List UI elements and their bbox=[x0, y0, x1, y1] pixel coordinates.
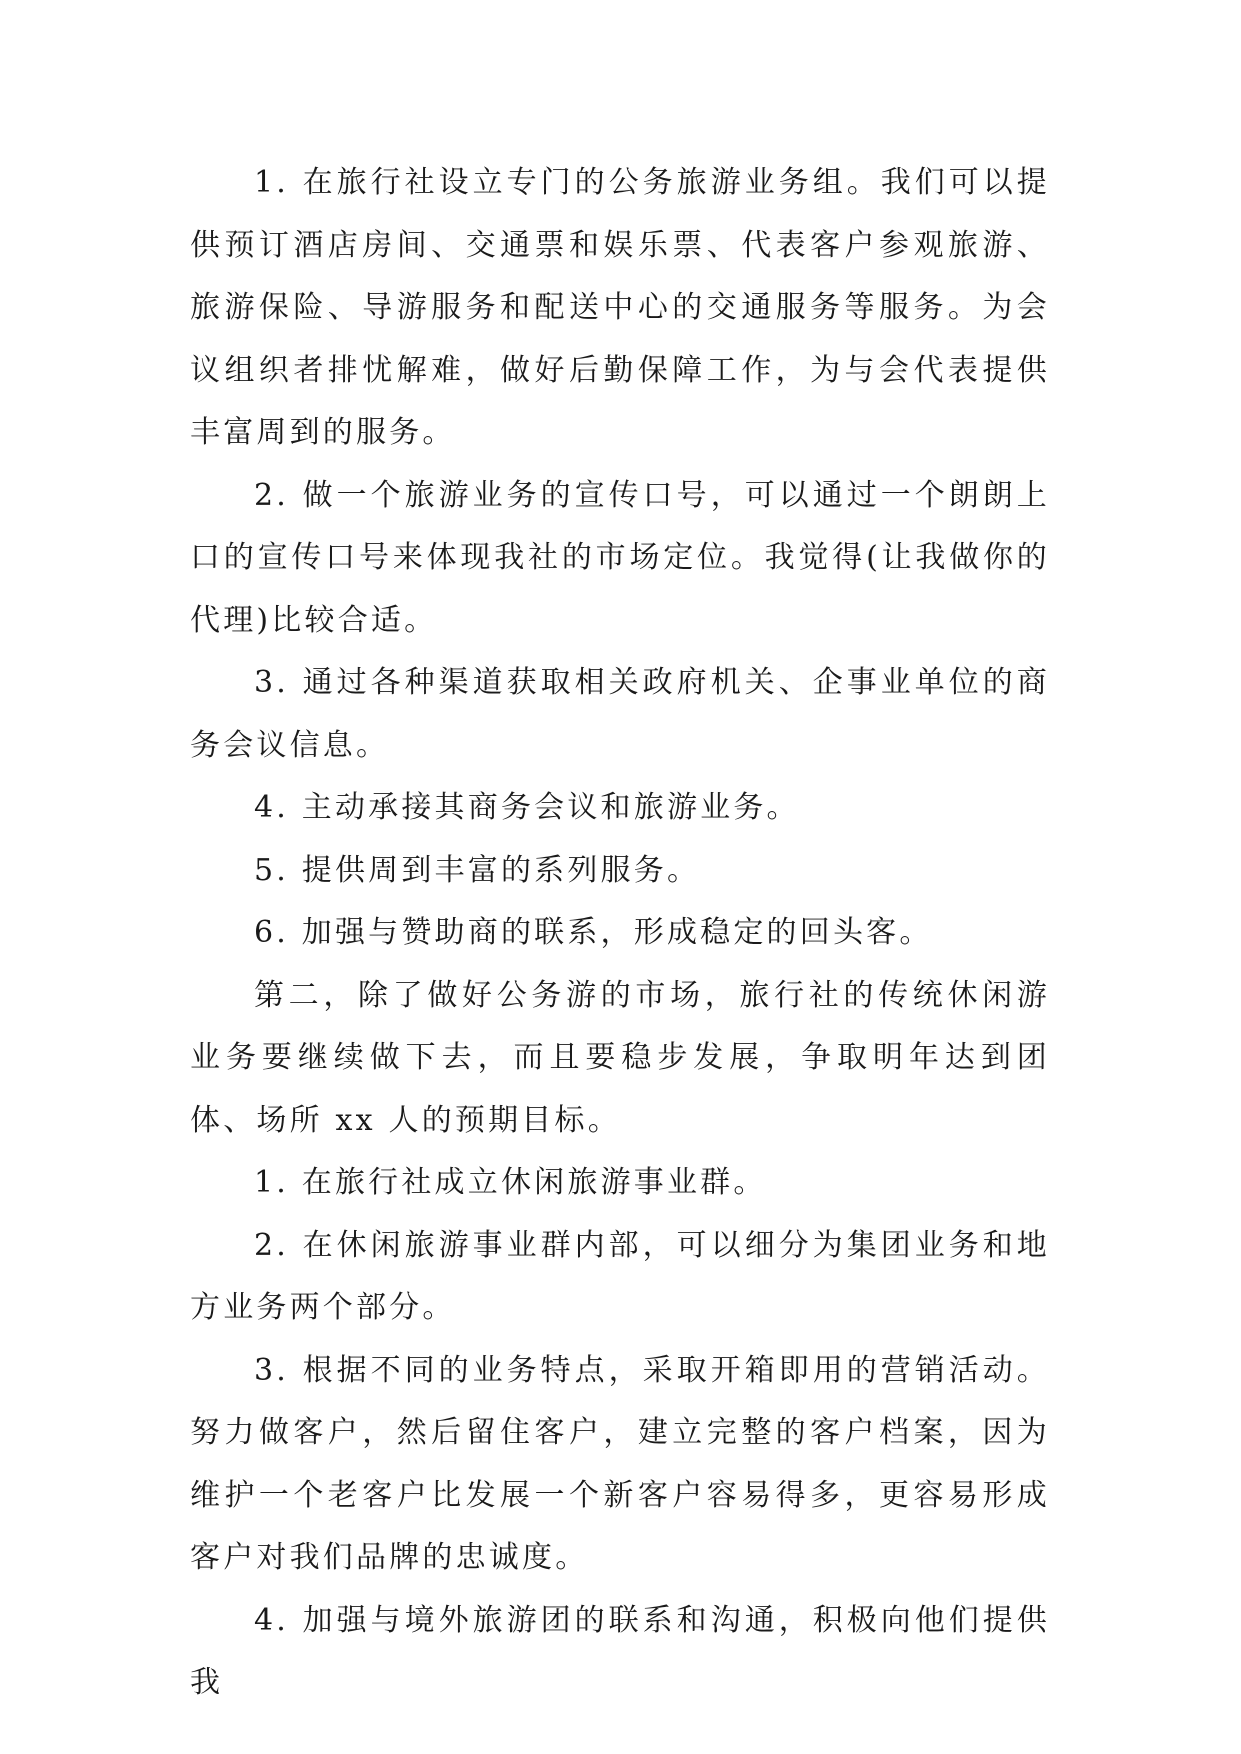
paragraph-subdivide: 2. 在休闲旅游事业群内部，可以细分为集团业务和地方业务两个部分。 bbox=[190, 1227, 1050, 1325]
paragraph-overseas: 4. 加强与境外旅游团的联系和沟通，积极向他们提供我 bbox=[190, 1602, 1050, 1700]
paragraph-series-services: 5. 提供周到丰富的系列服务。 bbox=[254, 852, 701, 888]
paragraph-marketing: 3. 根据不同的业务特点，采取开箱即用的营销活动。努力做客户，然后留住客户，建立完整的客户档案，因为维护一个老客户比发展一个新客户容易得多，更容易形成客户对我们品牌的忠诚度。 bbox=[190, 1352, 1050, 1575]
paragraph-undertake-business: 4. 主动承接其商务会议和旅游业务。 bbox=[254, 790, 800, 825]
paragraph-leisure-group: 1. 在旅行社成立休闲旅游事业群。 bbox=[254, 1165, 767, 1200]
document-body bbox=[190, 152, 1050, 1715]
paragraph-slogan: 2. 做一个旅游业务的宣传口号，可以通过一个朗朗上口的宣传口号来体现我社的市场定位。我觉得(让我做你的代理)比较合适。 bbox=[190, 477, 1050, 638]
paragraph-meeting-info: 3. 通过各种渠道获取相关政府机关、企事业单位的商务会议信息。 bbox=[190, 665, 1050, 763]
paragraph-business-travel-group: 1. 在旅行社设立专门的公务旅游业务组。我们可以提供预订酒店房间、交通票和娱乐票、代表客户参观旅游、旅游保险、导游服务和配送中心的交通服务等服务。为会议组织者排忧解难，做好后勤保障工作，为与会代表提供丰富周到的服务。 bbox=[190, 165, 1050, 450]
paragraph-second-leisure: 第二，除了做好公务游的市场，旅行社的传统休闲游业务要继续做下去，而且要稳步发展，争取明年达到团体、场所 xx 人的预期目标。 bbox=[190, 977, 1050, 1138]
paragraph-sponsor-contact: 6. 加强与赞助商的联系，形成稳定的回头客。 bbox=[254, 915, 933, 950]
